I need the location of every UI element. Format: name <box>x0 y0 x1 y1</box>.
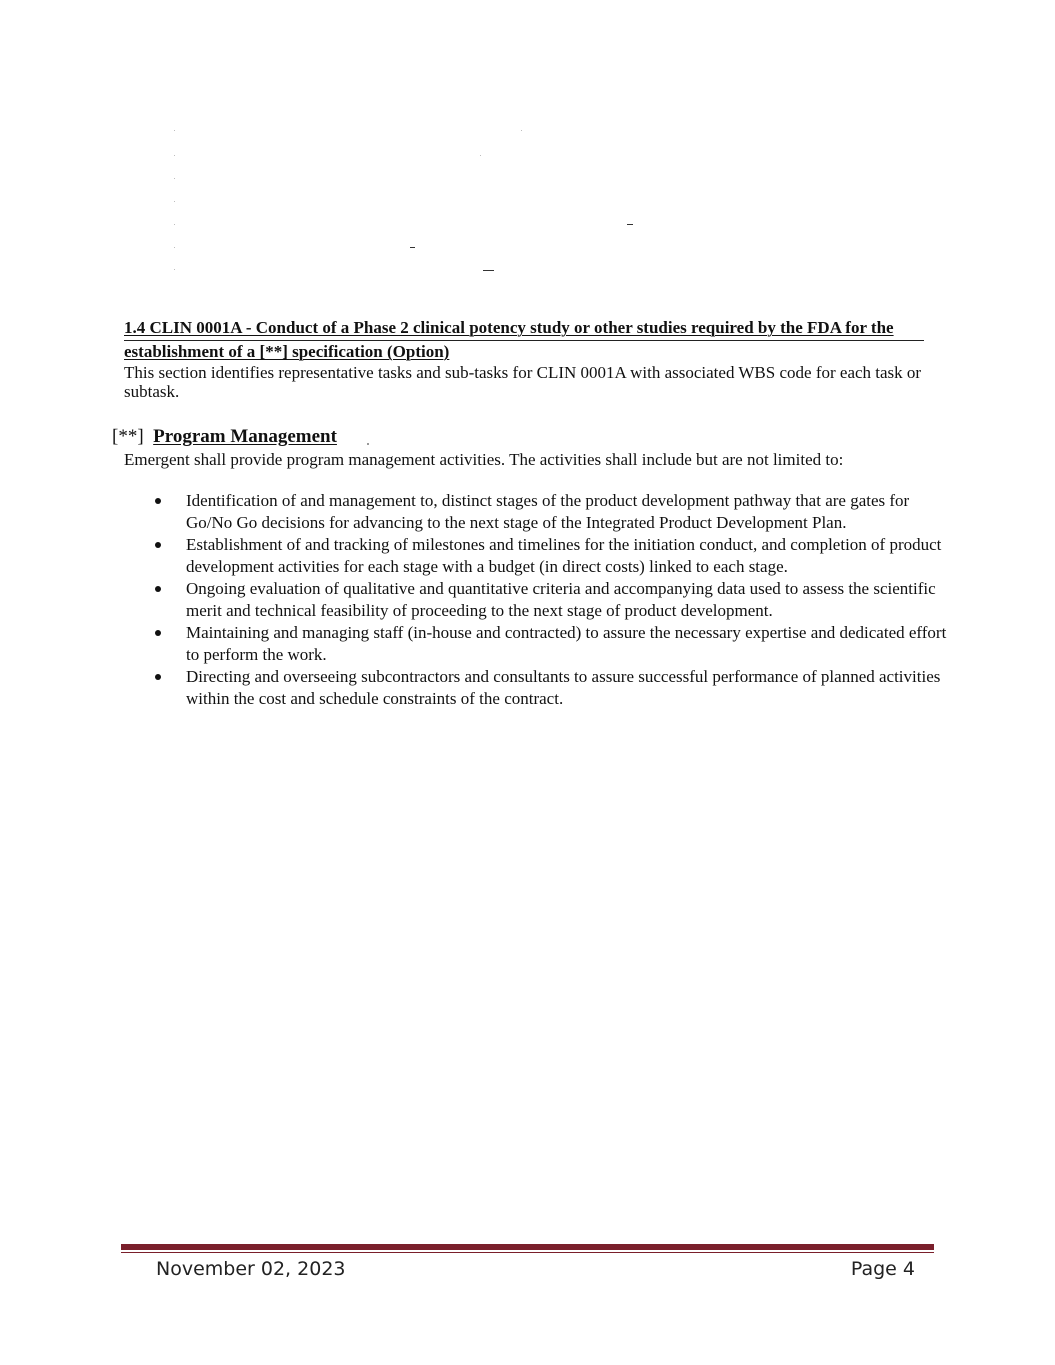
list-item-text: Ongoing evaluation of qualitative and quantitative criteria and accompanying data used to assess the scientific merit and technical feasibility of proceeding to the next stage of product development. <box>186 579 936 620</box>
scan-speck <box>174 247 175 248</box>
bullet-icon <box>155 674 161 680</box>
footer-rule <box>121 1244 934 1250</box>
redaction-marker: [**] <box>112 426 144 447</box>
scan-speck <box>521 130 522 131</box>
program-management-heading <box>112 425 337 449</box>
bullet-icon <box>155 498 161 504</box>
scan-speck <box>367 443 369 445</box>
scan-speck <box>174 155 175 156</box>
section-intro: This section identifies representative tasks and sub-tasks for CLIN 0001A with associated WBS code for each task or subtask. <box>124 363 922 401</box>
list-item <box>186 534 951 578</box>
scan-speck <box>174 130 175 131</box>
footer-page-number: Page 4 <box>850 1258 915 1280</box>
footer-date: November 02, 2023 <box>156 1258 346 1280</box>
list-item <box>186 578 951 622</box>
scan-speck <box>174 224 175 225</box>
bullet-icon <box>155 630 161 636</box>
scan-speck <box>174 178 175 179</box>
list-item <box>186 490 951 534</box>
footer-rule-thin <box>121 1252 934 1253</box>
list-item <box>186 666 951 710</box>
scan-speck <box>480 155 481 156</box>
list-item-text: Maintaining and managing staff (in-house and contracted) to assure the necessary expertise and dedicated effort to perform the work. <box>186 623 947 664</box>
list-item <box>186 622 951 666</box>
scan-dash <box>483 270 494 271</box>
activity-list <box>186 490 951 710</box>
scan-dash <box>410 247 415 248</box>
list-item-text: Establishment of and tracking of milestones and timelines for the initiation conduct, and completion of product development activities for each stage with a budget (in direct costs) linked to each stage. <box>186 535 942 576</box>
scan-speck <box>174 201 175 202</box>
heading-rule <box>124 340 924 341</box>
bullet-icon <box>155 542 161 548</box>
program-management-title: Program Management <box>153 426 337 447</box>
list-item-text: Directing and overseeing subcontractors and consultants to assure successful performance of planned activities within the cost and schedule constraints of the contract. <box>186 667 941 708</box>
scan-speck <box>174 269 175 270</box>
scan-dash <box>627 224 633 225</box>
section-heading: 1.4 CLIN 0001A - Conduct of a Phase 2 clinical potency study or other studies required by the FDA for the establishment of a [**] specification (Option) <box>124 318 894 361</box>
program-management-lead: Emergent shall provide program management activities. The activities shall include but are not limited to: <box>124 450 844 469</box>
list-item-text: Identification of and management to, distinct stages of the product development pathway that are gates for Go/No Go decisions for advancing to the next stage of the Integrated Product Development Plan. <box>186 491 910 532</box>
bullet-icon <box>155 586 161 592</box>
